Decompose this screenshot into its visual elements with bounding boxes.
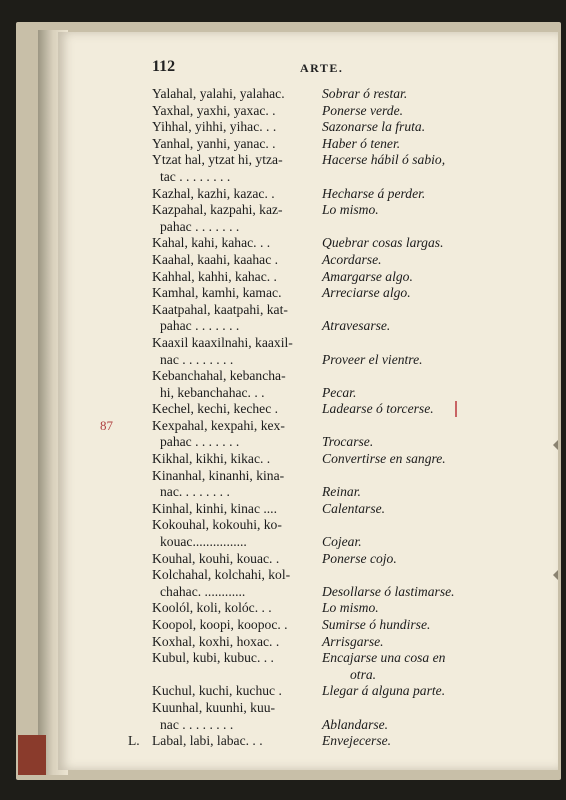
glossary-entry (0, 136, 566, 153)
maya-verb-forms (152, 252, 320, 269)
maya-verb-line: Kahal, kahi, kahac. . . (152, 235, 271, 251)
glossary-entry (0, 700, 566, 733)
maya-verb-forms (152, 683, 320, 700)
maya-verb-line: Kaahal, kaahi, kaahac . (152, 251, 279, 267)
spanish-translation (322, 202, 497, 219)
running-head: ARTE. (300, 61, 344, 75)
maya-verb-forms (152, 285, 320, 302)
spanish-translation (322, 584, 497, 601)
glossary-entry (0, 418, 566, 451)
translation-line: Ladearse ó torcerse. (322, 401, 434, 417)
translation-line: Haber ó tener. (322, 135, 401, 151)
red-pencil-mark (455, 401, 457, 417)
maya-verb-line: Koopol, koopi, koopoc. . (152, 617, 288, 632)
page-number: 112 (152, 58, 176, 75)
glossary-entry (0, 86, 566, 103)
maya-verb-forms (152, 202, 320, 235)
maya-verb-line: Kouhal, kouhi, kouac. . (152, 550, 280, 566)
maya-verb-line: Kahhal, kahhi, kahac. . (152, 268, 277, 284)
maya-verb-line: kouac................ (160, 534, 247, 550)
glossary-entry (0, 103, 566, 120)
maya-verb-line: nac. . . . . . . . (160, 484, 230, 500)
spanish-translation (322, 186, 497, 203)
maya-verb-line: Kebanchahal, kebancha- (152, 368, 286, 384)
spanish-translation (322, 617, 497, 634)
translation-line: Hacerse hábil ó sabio, (322, 152, 446, 168)
spanish-translation (322, 235, 497, 252)
maya-verb-line: Kubul, kubi, kubuc. . . (152, 650, 274, 666)
spanish-translation (322, 534, 497, 551)
glossary-entry (0, 683, 566, 700)
translation-line: Desollarse ó lastimarse. (322, 583, 455, 599)
glossary-entry (0, 501, 566, 518)
maya-verb-line: Kolchahal, kolchahi, kol- (152, 567, 291, 583)
spanish-translation (322, 119, 497, 136)
spanish-translation (322, 683, 497, 700)
maya-verb-line: pahac . . . . . . . (160, 218, 240, 234)
translation-line: Atravesarse. (322, 318, 391, 334)
translation-line: Hecharse á perder. (322, 185, 426, 201)
maya-verb-forms (152, 335, 320, 368)
maya-verb-line: tac . . . . . . . . (160, 168, 231, 184)
glossary-list (0, 86, 566, 750)
maya-verb-line: Koolól, koli, kolóc. . . (152, 600, 272, 616)
glossary-entry (0, 302, 566, 335)
spanish-translation (322, 484, 497, 501)
spanish-translation (322, 434, 497, 451)
spanish-translation (322, 86, 497, 103)
maya-verb-forms (152, 269, 320, 286)
spanish-translation (322, 103, 497, 120)
maya-verb-line: chahac. ............ (160, 583, 246, 599)
glossary-entry (0, 285, 566, 302)
maya-verb-line: Kexpahal, kexpahi, kex- (152, 417, 285, 433)
translation-line: Lo mismo. (322, 202, 379, 218)
maya-verb-line: nac . . . . . . . . (160, 351, 234, 367)
spanish-translation (322, 501, 497, 518)
spanish-translation (322, 352, 497, 369)
maya-verb-line: Kechel, kechi, kechec . (152, 401, 279, 417)
translation-line: Convertirse en sangre. (322, 451, 446, 467)
glossary-entry (0, 517, 566, 550)
page-edge-tick (553, 440, 558, 450)
margin-annotation: 87 (100, 417, 113, 433)
maya-verb-line: Kinhal, kinhi, kinac .... (152, 500, 277, 516)
maya-verb-forms (152, 152, 320, 185)
maya-verb-line: Kamhal, kamhi, kamac. (152, 285, 282, 301)
spanish-translation (322, 451, 497, 468)
spanish-translation (322, 252, 497, 269)
maya-verb-forms (152, 634, 320, 651)
spanish-translation (322, 650, 497, 683)
spanish-translation (322, 285, 497, 302)
translation-line: Reinar. (322, 484, 361, 500)
translation-line: Ponerse verde. (322, 102, 404, 118)
translation-line: Amargarse algo. (322, 268, 413, 284)
glossary-entry (0, 152, 566, 185)
maya-verb-line: Labal, labi, labac. . . (152, 733, 263, 749)
translation-line: Trocarse. (322, 434, 374, 450)
maya-verb-line: Yihhal, yihhi, yihac. . . (152, 119, 277, 135)
maya-verb-forms (152, 186, 320, 203)
translation-line: Sobrar ó restar. (322, 86, 408, 101)
spanish-translation (322, 385, 497, 402)
maya-verb-line: Kokouhal, kokouhi, ko- (152, 517, 282, 533)
glossary-entry (0, 634, 566, 651)
glossary-entry (0, 269, 566, 286)
translation-line: Lo mismo. (322, 600, 379, 616)
translation-line: Arrisgarse. (322, 633, 384, 649)
maya-verb-forms (152, 451, 320, 468)
maya-verb-forms (152, 401, 320, 418)
glossary-entry (0, 401, 566, 418)
spanish-translation (322, 600, 497, 617)
glossary-entry (0, 617, 566, 634)
maya-verb-line: Yalahal, yalahi, yalahac. (152, 86, 285, 101)
maya-verb-line: pahac . . . . . . . (160, 434, 240, 450)
maya-verb-line: Yanhal, yanhi, yanac. . (152, 135, 276, 151)
glossary-entry (0, 235, 566, 252)
translation-line: Proveer el vientre. (322, 351, 423, 367)
maya-verb-forms (152, 418, 320, 451)
translation-line: Quebrar cosas largas. (322, 235, 444, 251)
glossary-entry (0, 468, 566, 501)
maya-verb-forms (152, 103, 320, 120)
glossary-entry (0, 202, 566, 235)
maya-verb-forms (152, 517, 320, 550)
maya-verb-line: Kikhal, kikhi, kikac. . (152, 451, 271, 467)
glossary-entry (0, 551, 566, 568)
page-edge-tick (553, 570, 558, 580)
maya-verb-line: Yaxhal, yaxhi, yaxac. . (152, 102, 276, 118)
maya-verb-forms (152, 86, 320, 103)
glossary-entry (0, 119, 566, 136)
maya-verb-line: Kinanhal, kinanhi, kina- (152, 467, 285, 483)
spanish-translation (322, 733, 497, 750)
translation-line: Envejecerse. (322, 733, 392, 749)
maya-verb-forms (152, 617, 320, 634)
spanish-translation (322, 269, 497, 286)
translation-line: Encajarse una cosa en (322, 650, 446, 666)
glossary-entry (0, 567, 566, 600)
translation-line: Ponerse cojo. (322, 550, 397, 566)
maya-verb-line: Kaatpahal, kaatpahi, kat- (152, 301, 288, 317)
glossary-entry (0, 733, 566, 750)
glossary-entry (0, 451, 566, 468)
spanish-translation (322, 551, 497, 568)
maya-verb-line: hi, kebanchahac. . . (160, 384, 265, 400)
translation-line: Ablandarse. (322, 716, 389, 732)
maya-verb-forms (152, 368, 320, 401)
translation-line: Calentarse. (322, 500, 386, 516)
spanish-translation (322, 136, 497, 153)
spanish-translation (322, 401, 497, 418)
section-letter: L. (128, 733, 140, 749)
maya-verb-forms (152, 650, 320, 667)
maya-verb-line: Kazhal, kazhi, kazac. . (152, 185, 275, 201)
maya-verb-forms (152, 468, 320, 501)
maya-verb-forms (152, 700, 320, 733)
maya-verb-forms (152, 567, 320, 600)
maya-verb-line: Kuunhal, kuunhi, kuu- (152, 699, 276, 715)
maya-verb-forms (152, 501, 320, 518)
maya-verb-line: Kazpahal, kazpahi, kaz- (152, 202, 283, 218)
maya-verb-line: Kuchul, kuchi, kuchuc . (152, 683, 282, 699)
translation-line: otra. (350, 666, 377, 682)
glossary-entry (0, 252, 566, 269)
spanish-translation (322, 152, 497, 169)
glossary-entry (0, 368, 566, 401)
translation-line: Sazonarse la fruta. (322, 119, 426, 135)
maya-verb-line: Ytzat hal, ytzat hi, ytza- (152, 152, 283, 168)
maya-verb-forms (152, 600, 320, 617)
translation-line: Llegar á alguna parte. (322, 683, 446, 699)
page-header (152, 58, 492, 80)
maya-verb-line: pahac . . . . . . . (160, 318, 240, 334)
maya-verb-forms (152, 733, 320, 750)
glossary-entry (0, 335, 566, 368)
maya-verb-line: Kaaxil kaaxilnahi, kaaxil- (152, 334, 293, 350)
spanish-translation (322, 634, 497, 651)
spanish-translation (322, 318, 497, 335)
translation-line: Arreciarse algo. (322, 285, 411, 301)
glossary-entry (0, 600, 566, 617)
maya-verb-forms (152, 119, 320, 136)
maya-verb-forms (152, 551, 320, 568)
spanish-translation (322, 717, 497, 734)
translation-line: Sumirse ó hundirse. (322, 617, 431, 632)
maya-verb-line: nac . . . . . . . . (160, 716, 234, 732)
translation-line: Cojear. (322, 534, 362, 550)
translation-line: Acordarse. (322, 251, 382, 267)
maya-verb-line: Koxhal, koxhi, hoxac. . (152, 633, 280, 649)
glossary-entry (0, 650, 566, 683)
maya-verb-forms (152, 136, 320, 153)
glossary-entry (0, 186, 566, 203)
translation-line: Pecar. (322, 384, 357, 400)
maya-verb-forms (152, 302, 320, 335)
maya-verb-forms (152, 235, 320, 252)
